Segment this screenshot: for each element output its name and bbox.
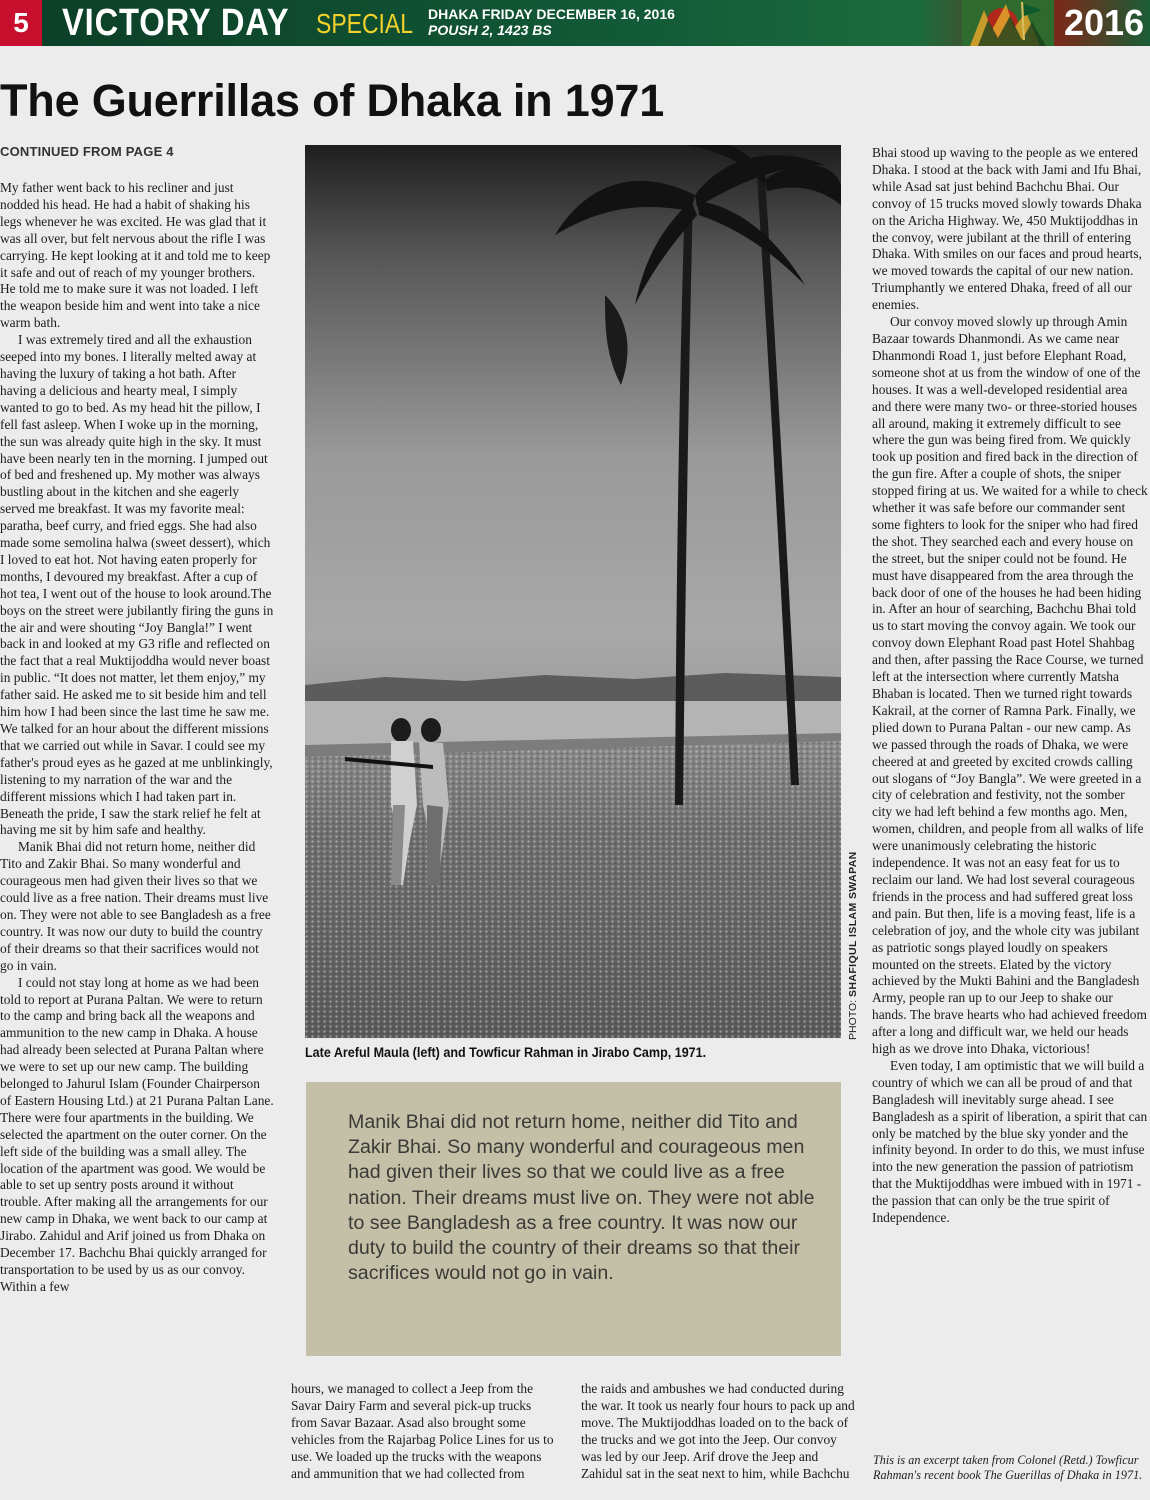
victory-art-icon: [962, 0, 1054, 46]
paragraph: My father went back to his recliner and just nodded his head. He had a habit of shaking his legs whenever he was excited. He was glad that it was all over, but felt nervous about the rifle I was carrying. He kept looking at it and told me to keep it safe and out of reach of my younger brothers. He told me to make sure it was not loaded. I left the weapon beside him and went into take a nice warm bath.: [0, 180, 271, 331]
photo-credit: [847, 851, 859, 1040]
photographer-name: SHAFIQUL ISLAM SWAPAN: [847, 851, 859, 998]
date-bengali: POUSH 2, 1423 BS: [428, 22, 552, 38]
photo-image: [305, 145, 841, 1038]
pull-quote-box: [306, 1082, 841, 1356]
paragraph: Even today, I am optimistic that we will build a country of which we can all be proud of and that Bangladesh will inevitably surge ahead. I see Bangladesh as a spirit of liberation, a spirit that can only be matched by the blue sky yonder and the infinity beyond. In order to do this, we must infuse into the new generation the passion of patriotism that the Muktijoddhas were imbued with in 1971 - the passion that can only be the true spirit of Independence.: [872, 1057, 1148, 1226]
paragraph: I was extremely tired and all the exhaustion seeped into my bones. I literally melted away at having the luxury of taking a hot bath. After having a delicious and hearty meal, I simply wanted to go to bed. As my head hit the pillow, I fell fast asleep. When I woke up in the morning, the sun was already quite high in the sky. It must have been nearly ten in the morning. I jumped out of bed and freshened up. My mother was always bustling about in the kitchen and she eagerly served me breakfast. It was my favorite meal: paratha, beef curry, and fried eggs. She had also made some semolina halwa (sweet dessert), which I loved to eat hot. Not having eaten properly for months, I devoured my breakfast. After a cup of hot tea, I went out of the house to look around.The boys on the street were jubilantly firing the guns in the air and were shouting “Joy Bangla!” I went back in and looked at my G3 rifle and reflected on the fact that a real Muktijoddha would never boast in public. “It does not matter, let them enjoy,” my father said. He asked me to sit beside him and tell him how I had been since the last time he saw me. We talked for an hour about the different missions that we carried out while in Savar. I could see my father's proud eyes as he gazed at me unblinkingly, listening to my narration of the war and the different missions which I had taken part in. Beneath the pride, I saw the stark relief he felt at having me sit by him safe and healthy.: [0, 332, 274, 838]
section-title: VICTORY DAY: [62, 2, 290, 44]
continued-from-label: CONTINUED FROM PAGE 4: [0, 144, 174, 159]
article-column-4: [872, 145, 1148, 1227]
masthead: [0, 0, 1150, 46]
paragraph: Our convoy moved slowly up through Amin Bazaar towards Dhanmondi. As we came near Dhanmondi Road 1, just before Elephant Road, someone shot at us from the window of one of the houses. It was a well-developed residential area and there were many two- or three-storied houses all around, making it extremely difficult to see where the gun was being fired from. We quickly took up position and fired back in the direction of the gun fire. After a couple of shots, the sniper stopped firing at us. We waited for a while to check whether it was safe before our commander sent some fighters to look for the sniper who had fired the shot. They searched each and every house on the street, but the sniper could not be found. He must have disappeared from the area through the back door of one of the houses he had been hiding in. After an hour of searching, Bachchu Bhai told us to start moving the convoy again. We took our convoy down Elephant Road past Hotel Shahbag and then, after passing the Race Course, we turned left at the intersection where currently Matsha Bhaban is located. Then we turned right towards Kakrail, at the corner of Ramna Park. Finally, we plied down to Purana Paltan - our new camp. As we passed through the roads of Dhaka, we were cheered at and greeted by excited crowds calling out slogans of “Joy Bangla”. We were greeted in a city of celebration and festivity, not the somber city we had left behind a few months ago. Men, women, children, and people from all walks of life were unanimously celebrating the historic independence. It was not an easy feat for us to reclaim our land. We had lost several courageous friends in the process and had suffered great loss and pain. But then, life is a moving feast, life is a celebration of joy, and the whole city was jubilant as patriotic songs played loudly on speakers mounted on the streets. Elated by the victory achieved by the Mukti Bahini and the Bangladesh Army, people ran up to our Jeep to shake our hands. The brave hearts who had achieved freedom after a long and difficult war, we held our heads high as we drove into Dhaka, victorious!: [872, 314, 1148, 1057]
page-number: 5: [0, 0, 42, 46]
article-column-1: [0, 180, 274, 1296]
article-headline: The Guerrillas of Dhaka in 1971: [0, 75, 665, 126]
article-photo: [305, 145, 841, 1038]
article-column-2: [291, 1381, 555, 1482]
photo-credit-prefix: PHOTO:: [847, 999, 859, 1040]
paragraph: Manik Bhai did not return home, neither did Tito and Zakir Bhai. So many wonderful and courageous men had given their lives so that we could live as a free nation. Their dreams must live on. They were not able to see Bangladesh as a free country. It was now our duty to build the country of their dreams so that their sacrifices would not go in vain.: [0, 839, 271, 973]
paragraph: Bhai stood up waving to the people as we entered Dhaka. I stood at the back with Jami and Ifu Bhai, while Asad sat just behind Bachchu Bhai. Our convoy of 15 trucks moved slowly towards Dhaka on the Aricha Highway. We, 450 Muktijoddhas in the convoy, were jubilant at the thrill of entering Dhaka. With smiles on our faces and proud hearts, we moved towards the capital of our new nation. Triumphantly we entered Dhaka, freed of all our enemies.: [872, 145, 1142, 313]
section-special-label: SPECIAL: [316, 8, 413, 39]
photo-caption: Late Areful Maula (left) and Towficur Rahman in Jirabo Camp, 1971.: [305, 1045, 707, 1060]
pull-quote-text: Manik Bhai did not return home, neither did Tito and Zakir Bhai. So many wonderful and courageous men had given their lives so that we could live as a free nation. Their dreams must live on. They were not able to see Bangladesh as a free country. It was now our duty to build the country of their dreams so that their sacrifices would not go in vain.: [348, 1111, 815, 1285]
excerpt-note: This is an excerpt taken from Colonel (Retd.) Towficur Rahman's recent book The Guerillas of Dhaka in 1971.: [873, 1453, 1143, 1482]
paragraph: I could not stay long at home as we had been told to report at Purana Paltan. We were to return to the camp and bring back all the weapons and ammunition to the new camp in Dhaka. A house had already been selected at Purana Paltan where we were to set up our new camp. The building belonged to Jahurul Islam (Founder Chairperson of Eastern Housing Ltd.) at 21 Purana Paltan Lane. There were four apartments in the building. We selected the apartment on the outer corner. On the left side of the building was a small alley. The location of the apartment was good. We would be able to set up sentry posts around it without trouble. After making all the arrangements for our new camp in Dhaka, we went back to our camp at Jirabo. Zahidul and Arif joined us from Dhaka on December 17. Bachchu Bhai quickly arranged for transportation to be used by us as our convoy. Within a few: [0, 974, 274, 1294]
date-line: [428, 6, 675, 38]
paragraph: hours, we managed to collect a Jeep from the Savar Dairy Farm and several pick-up trucks from Savar Bazaar. Asad also brought some vehicles from the Rajarbag Police Lines for us to use. We loaded up the trucks with the weapons and ammunition that we had collected from: [291, 1381, 554, 1481]
paragraph: the raids and ambushes we had conducted during the war. It took us nearly four hours to pack up and move. The Muktijoddhas loaded on to the back of the trucks and we got into the Jeep. Our convoy was led by our Jeep. Arif drove the Jeep and Zahidul sat in the seat next to him, while Bachchu: [581, 1381, 855, 1481]
article-column-3: [581, 1381, 857, 1482]
year-badge: 2016: [1063, 2, 1145, 43]
date-gregorian: DHAKA FRIDAY DECEMBER 16, 2016: [428, 6, 675, 22]
